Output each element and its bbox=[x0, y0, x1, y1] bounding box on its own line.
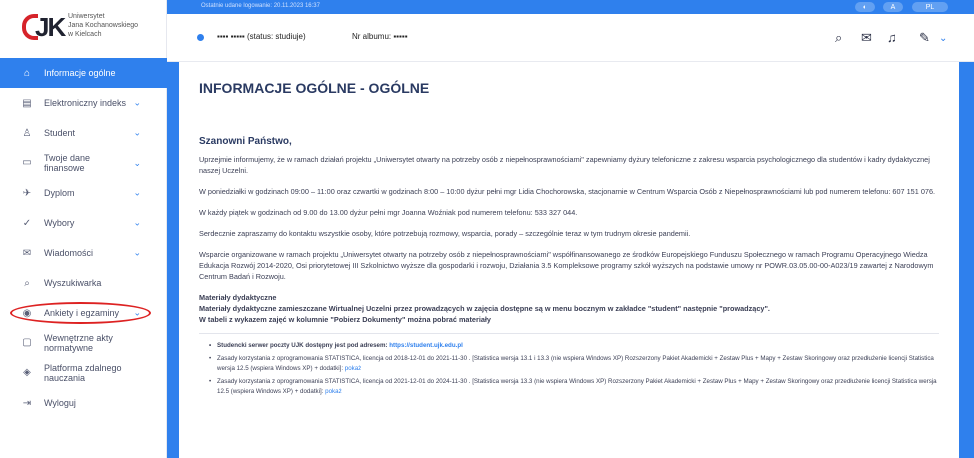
list-item: • Zasady korzystania z oprogramowania STATISTICA, licencja od 2018-12-01 do 2021-11-30 . [Statistica wersja 13.1 i 13.3 (nie wspiera Windows XP) Rozszerzony Pakiet Akademicki + Zestaw Plus + Mapy + Zestaw Skoringowy oraz przedłużenie licencji Statistica wersja 12.5 (wspiera Windows XP) + dodatki]: pokaż bbox=[209, 354, 939, 374]
sidebar-item-label: Student bbox=[44, 128, 76, 138]
main-content bbox=[179, 62, 959, 458]
list-item: • Zasady korzystania z oprogramowania STATISTICA, licencja od 2021-12-01 do 2024-11-30 . [Statistica wersja 13.3 (nie wspiera Windows XP) Rozszerzony Pakiet Akademicki + Zestaw Plus + Mapy + Zestaw Skoringowy oraz przedłużenie licencji Statistica wersja 12.5 (wspiera Windows XP) + dodatki]: pokaż bbox=[209, 377, 939, 397]
divider bbox=[199, 333, 939, 334]
search-icon: ⌕ bbox=[24, 277, 30, 289]
user-bar bbox=[167, 14, 974, 62]
check-icon: ✓ bbox=[22, 217, 32, 229]
chevron-down-icon: ⌄ bbox=[133, 217, 141, 228]
materials-text-2: W tabeli z wykazem zajęć w kolumnie "Pobierz Dokumenty" można pobrać materiały bbox=[199, 315, 491, 324]
album-number: Nr albumu: ▪▪▪▪▪ bbox=[352, 32, 408, 41]
logout-icon: ⇥ bbox=[22, 397, 32, 409]
sidebar-item-label: Wyloguj bbox=[44, 398, 76, 408]
paragraph-1: Uprzejmie informujemy, że w ramach działań projektu „Uniwersytet otwarty na potrzeby osób z niepełnosprawnościami" zapewniamy dyżury telefoniczne z zakresu wsparcia psychologicznego dla studentów i kadry dydaktycznej naszej Uczelni. bbox=[199, 155, 930, 175]
elearning-icon: ◈ bbox=[23, 367, 31, 378]
sidebar-item-label: Wyszukiwarka bbox=[44, 278, 102, 288]
survey-icon: ◉ bbox=[22, 307, 32, 319]
contrast-toggle-button[interactable]: ◐ bbox=[855, 2, 875, 12]
sidebar-item-wiadomosci[interactable] bbox=[0, 238, 167, 268]
chevron-down-icon: ⌄ bbox=[133, 247, 141, 258]
font-size-button[interactable]: A bbox=[883, 2, 903, 12]
sidebar-item-finanse[interactable] bbox=[0, 148, 167, 178]
info-list bbox=[199, 341, 939, 397]
status-dot bbox=[197, 34, 204, 41]
book-icon: ▤ bbox=[22, 97, 32, 109]
greeting: Szanowni Państwo, bbox=[199, 136, 292, 147]
sidebar-item-student[interactable] bbox=[0, 118, 167, 148]
document-icon: ▢ bbox=[22, 337, 32, 348]
home-icon: ⌂ bbox=[23, 67, 31, 79]
language-select[interactable]: PL bbox=[912, 2, 948, 12]
sidebar-item-ankiety-i-egzaminy[interactable] bbox=[0, 298, 167, 328]
sidebar-item-label: Twoje dane finansowe bbox=[44, 153, 91, 173]
user-icon: ♙ bbox=[22, 127, 32, 139]
top-status-bar bbox=[167, 0, 974, 14]
mail-icon[interactable]: ✉ bbox=[861, 30, 872, 45]
sidebar bbox=[0, 0, 167, 458]
sidebar-item-elektroniczny-indeks[interactable] bbox=[0, 88, 167, 118]
chevron-down-icon[interactable]: ⌄ bbox=[939, 33, 948, 44]
last-login-info: Ostatnie udane logowanie: 20.11.2023 16:37 bbox=[201, 3, 320, 9]
sidebar-item-wyszukiwarka[interactable] bbox=[0, 268, 167, 298]
chevron-down-icon: ⌄ bbox=[133, 127, 141, 138]
university-logo[interactable] bbox=[22, 10, 138, 44]
ujk-logo-mark: JK bbox=[22, 10, 62, 44]
sidebar-item-label: Wiadomości bbox=[44, 248, 94, 258]
show-link[interactable]: pokaż bbox=[325, 388, 342, 395]
search-icon[interactable]: ⌕ bbox=[835, 30, 843, 45]
page-title: INFORMACJE OGÓLNE - OGÓLNE bbox=[199, 80, 430, 96]
finance-icon: ▭ bbox=[22, 157, 32, 168]
diploma-icon: ✈ bbox=[22, 187, 32, 199]
sidebar-item-akty-normatywne[interactable] bbox=[0, 328, 167, 358]
sidebar-item-label: Wybory bbox=[44, 218, 75, 228]
highlight-ring bbox=[10, 302, 151, 324]
sidebar-item-label: Ankiety i egzaminy bbox=[44, 308, 120, 318]
sidebar-item-wyloguj[interactable] bbox=[0, 388, 167, 418]
sidebar-item-label: Informacje ogólne bbox=[44, 68, 116, 78]
materials-title: Materiały dydaktyczne bbox=[199, 293, 277, 302]
materials-text-1: Materiały dydaktyczne zamieszczane Wirtualnej Uczelni przez prowadzących w zajęcia dostępne są w menu bocznym w zakładce "student" następnie "prowadzący". bbox=[199, 304, 770, 313]
sidebar-item-informacje-ogolne[interactable] bbox=[0, 58, 167, 88]
student-mail-link[interactable]: https://student.ujk.edu.pl bbox=[389, 342, 463, 349]
sidebar-item-label: Dyplom bbox=[44, 188, 75, 198]
chevron-down-icon: ⌄ bbox=[133, 187, 141, 198]
show-link[interactable]: pokaż bbox=[344, 365, 362, 372]
avatar[interactable]: ✎ bbox=[919, 30, 930, 45]
chevron-down-icon: ⌄ bbox=[133, 307, 141, 318]
user-name-status: ▪▪▪▪ ▪▪▪▪▪ (status: studiuje) bbox=[217, 32, 306, 41]
sidebar-item-label: Platforma zdalnego nauczania bbox=[44, 363, 122, 383]
chevron-down-icon: ⌄ bbox=[133, 158, 141, 168]
paragraph-5: Wsparcie organizowane w ramach projektu „Uniwersytet otwarty na potrzeby osób z niepełnosprawnościami" współfinansowanego ze środków Europejskiego Funduszu Społecznego w ramach Programu Operacyjnego Wiedza Edukacja Rozwój 2014-2020, Osi priorytetowej III Szkolnictwo wyższe dla gospodarki i rozwoju, Działania 3.5 Kompleksowe programy szkół wyższych na podstawie umowy nr POWR.03.05.00-00-A023/19 zawartej z Narodowym Centrum Badań i Rozwoju. bbox=[199, 250, 934, 281]
sidebar-item-platforma[interactable] bbox=[0, 358, 167, 388]
chevron-down-icon: ⌄ bbox=[133, 97, 141, 108]
list-item: • Studencki serwer poczty UJK dostępny jest pod adresem: https://student.ujk.edu.pl bbox=[209, 341, 939, 351]
bell-icon[interactable]: ♫ bbox=[887, 30, 897, 45]
mail-icon: ✉ bbox=[22, 247, 32, 259]
paragraph-4: Serdecznie zapraszamy do kontaktu wszystkie osoby, które potrzebują rozmowy, wsparcia, porady – szczególnie teraz w tym trudnym okresie pandemii. bbox=[199, 229, 691, 238]
sidebar-item-label: Wewnętrzne akty normatywne bbox=[44, 333, 113, 353]
logo-text: Uniwersytet Jana Kochanowskiego w Kielcach bbox=[68, 13, 139, 38]
paragraph-3: W każdy piątek w godzinach od 9.00 do 13.00 dyżur pełni mgr Joanna Woźniak pod numerem telefonu: 533 327 044. bbox=[199, 208, 578, 217]
sidebar-nav bbox=[0, 58, 167, 418]
paragraph-2: W poniedziałki w godzinach 09:00 – 11:00 oraz czwartki w godzinach 8:00 – 10:00 dyżur pełni mgr Lidia Chochorowska, stacjonarnie w Centrum Wsparcia Osób z Niepełnosprawnościami lub pod numerem telefonu: 607 151 076. bbox=[199, 187, 936, 196]
sidebar-item-wybory[interactable] bbox=[0, 208, 167, 238]
sidebar-item-label: Elektroniczny indeks bbox=[44, 98, 127, 108]
sidebar-item-dyplom[interactable] bbox=[0, 178, 167, 208]
